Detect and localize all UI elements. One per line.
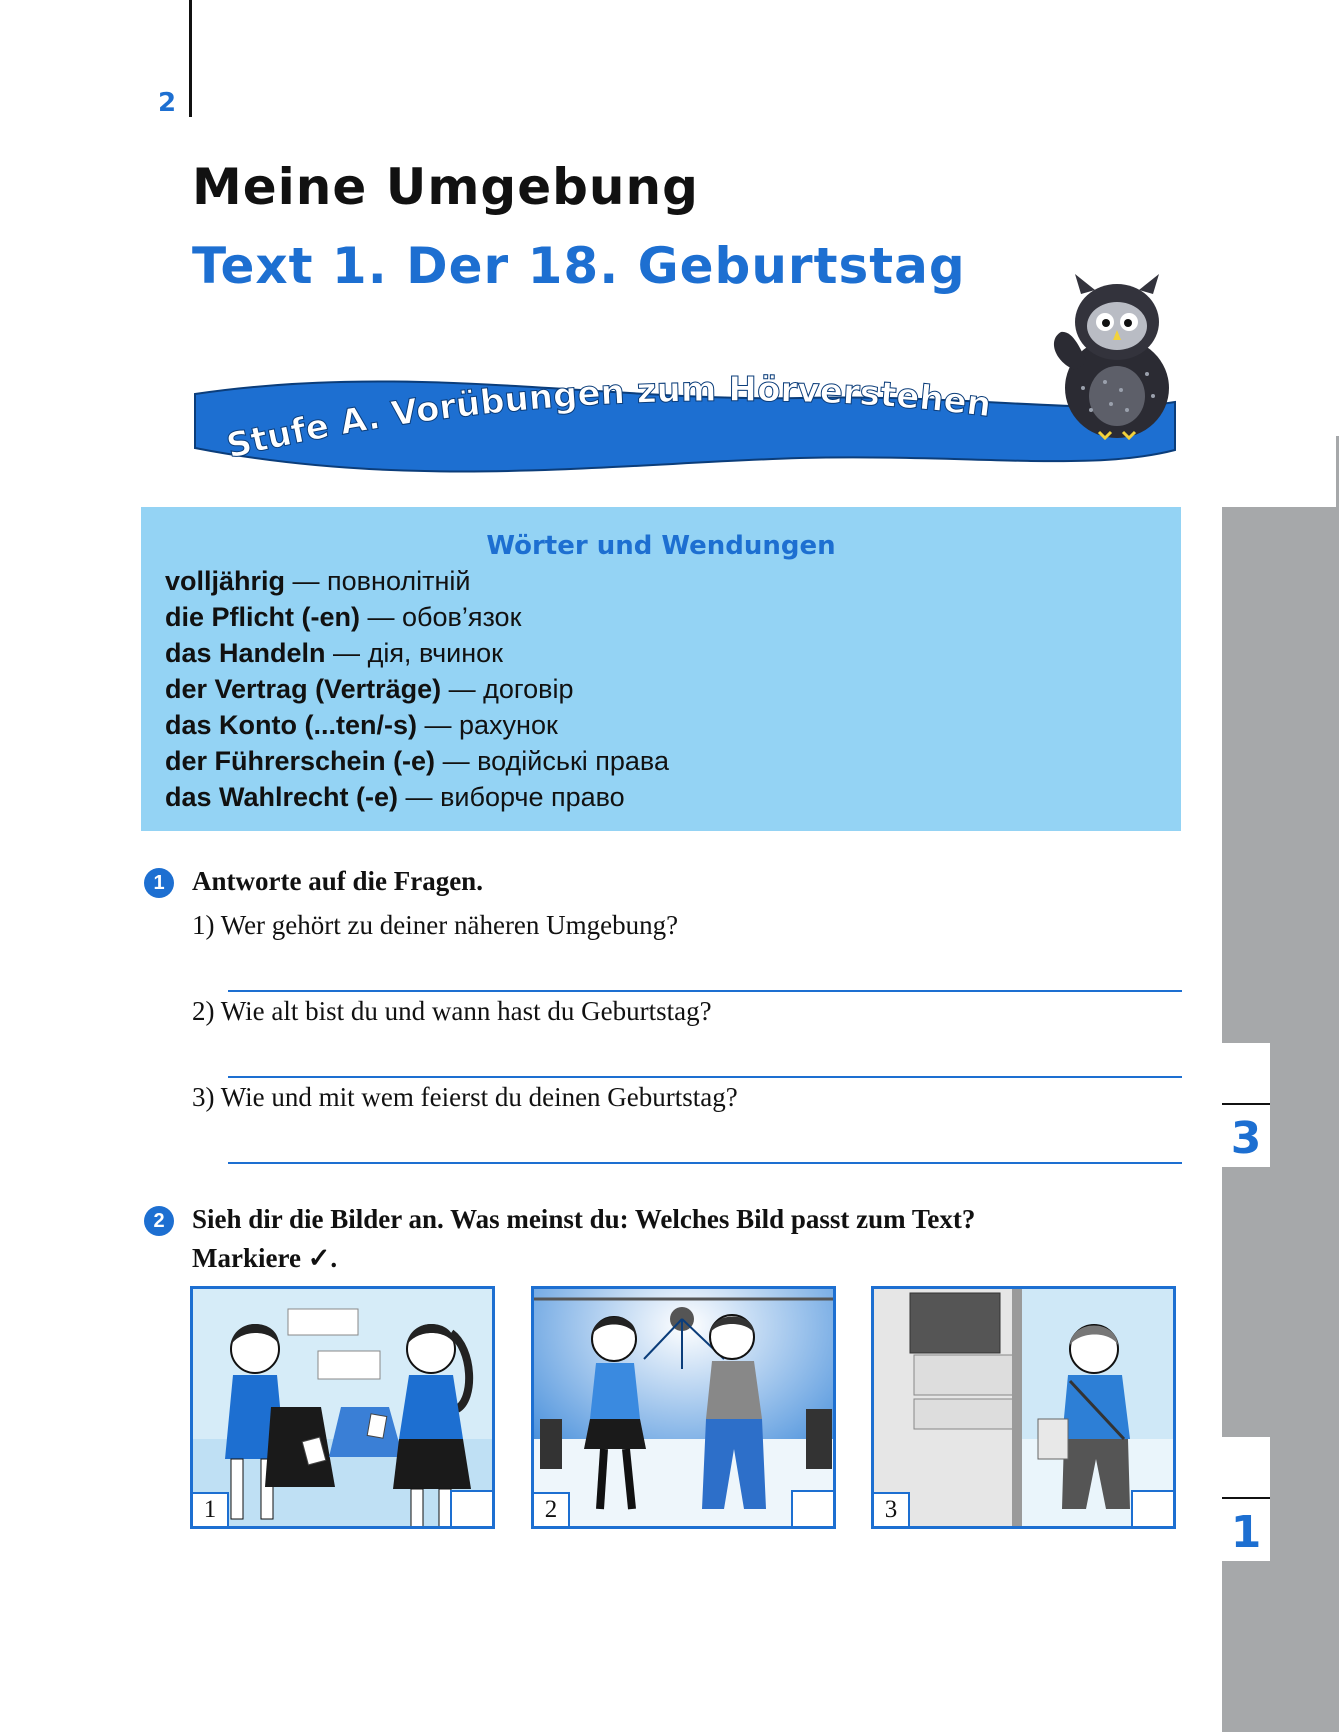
picture-3 <box>871 1286 1176 1529</box>
picture-1 <box>190 1286 495 1529</box>
picture-2 <box>531 1286 836 1529</box>
vocab-term: der Vertrag (Verträge) <box>165 674 442 704</box>
tab-divider <box>1222 1103 1270 1105</box>
picture-1-number: 1 <box>193 1492 229 1526</box>
banner-text-path: Stufe A. Vorübungen zum Hörverstehen <box>222 372 994 467</box>
question-3: 3) Wie und mit wem feierst du deinen Geburtstag? <box>192 1082 738 1112</box>
picture-1-checkbox[interactable] <box>450 1490 492 1526</box>
vocab-term: die Pflicht (-en) <box>165 602 360 632</box>
answer-line-3[interactable] <box>228 1162 1182 1164</box>
answer-line-1[interactable] <box>228 990 1182 992</box>
question-2: 2) Wie alt bist du und wann hast du Geburtstag? <box>192 996 712 1026</box>
exercise-2-badge: 2 <box>144 1206 174 1236</box>
answer-line-2[interactable] <box>228 1076 1182 1078</box>
picture-3-number: 3 <box>874 1492 910 1526</box>
tab-divider <box>1222 1497 1270 1499</box>
vocabulary-heading: Wörter und Wendungen <box>486 531 836 561</box>
vocab-translation: дія, вчинок <box>367 638 503 668</box>
vocab-item: der Vertrag (Verträge) — договір <box>165 674 574 704</box>
vocab-item: der Führerschein (-e) — водійські права <box>165 746 669 776</box>
vocab-term: das Handeln <box>165 638 326 668</box>
side-tab-upper[interactable] <box>1222 1043 1270 1167</box>
vocabulary-list <box>165 563 669 815</box>
picture-2-checkbox[interactable] <box>791 1490 833 1526</box>
vocab-translation: водійські права <box>477 746 669 776</box>
vocab-item: das Wahlrecht (-e) — виборче право <box>165 782 625 812</box>
vocab-term: das Konto (...ten/-s) <box>165 710 417 740</box>
exercise-1-badge: 1 <box>144 868 174 898</box>
page-subtitle: Text 1. Der 18. Geburtstag <box>192 237 966 295</box>
vocab-term: volljährig <box>165 566 286 596</box>
header-rule <box>189 0 192 117</box>
vocab-translation: повнолітній <box>327 566 471 596</box>
exercise-2-instruction-line-1: Sieh dir die Bilder an. Was meinst du: Welches Bild passt zum Text? <box>192 1204 976 1234</box>
vocab-item: volljährig — повнолітній <box>165 566 471 596</box>
exercise-1-instruction: Antworte auf die Fragen. <box>192 866 483 896</box>
vocab-item: das Konto (...ten/-s) — рахунок <box>165 710 558 740</box>
vocabulary-box <box>141 507 1181 831</box>
question-1: 1) Wer gehört zu deiner näheren Umgebung? <box>192 910 679 940</box>
side-tab-upper-number: 3 <box>1230 1113 1262 1164</box>
side-tab-lower[interactable] <box>1222 1437 1270 1561</box>
vocab-translation: рахунок <box>459 710 558 740</box>
section-banner <box>190 372 1180 482</box>
vocab-term: das Wahlrecht (-e) <box>165 782 399 812</box>
picture-2-number: 2 <box>534 1492 570 1526</box>
side-tab-lower-number: 1 <box>1230 1507 1262 1558</box>
exercise-2-instruction-line-2: Markiere ✓. <box>192 1243 338 1273</box>
vocab-item: die Pflicht (-en) — обов’язок <box>165 602 522 632</box>
picture-3-checkbox[interactable] <box>1131 1490 1173 1526</box>
vocab-translation: обов’язок <box>402 602 522 632</box>
vocab-term: der Führerschein (-e) <box>165 746 436 776</box>
page-number: 2 <box>158 88 177 118</box>
vocab-translation: договір <box>483 674 574 704</box>
owl-mascot-icon <box>1035 270 1185 440</box>
vocab-translation: виборче право <box>440 782 625 812</box>
page-title: Meine Umgebung <box>192 158 699 216</box>
vocab-item: das Handeln — дія, вчинок <box>165 638 503 668</box>
